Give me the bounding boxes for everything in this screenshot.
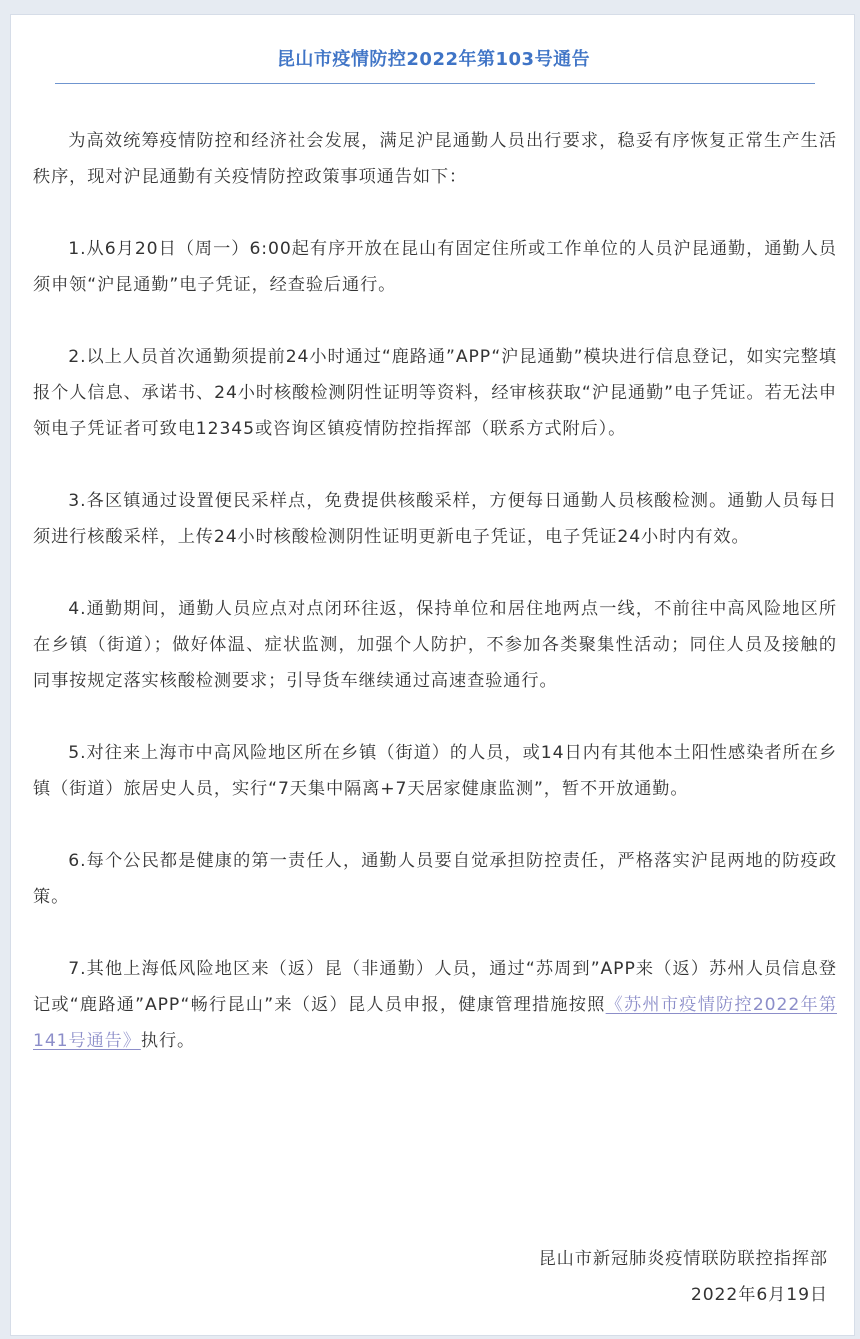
item-paragraph-4: 4.通勤期间，通勤人员应点对点闭环往返，保持单位和居住地两点一线，不前往中高风险地区所在乡镇（街道）；做好体温、症状监测，加强个人防护，不参加各类聚集性活动；同住人员及接触的同事按规定落实核酸检测要求；引导货车继续通过高速查验通行。 (33, 599, 837, 691)
title-divider (55, 83, 815, 84)
item-paragraph-5: 5.对往来上海市中高风险地区所在乡镇（街道）的人员，或14日内有其他本土阳性感染者所在乡镇（街道）旅居史人员，实行“7天集中隔离+7天居家健康监测”，暂不开放通勤。 (33, 743, 837, 799)
item-paragraph-7 (33, 951, 837, 1059)
item-7-text-before: 7.其他上海低风险地区来（返）昆（非通勤）人员，通过“苏周到”APP来（返）苏州人员信息登记或“鹿路通”APP“畅行昆山”来（返）昆人员申报，健康管理措施按照 (33, 959, 837, 1015)
item-paragraph-2: 2.以上人员首次通勤须提前24小时通过“鹿路通”APP“沪昆通勤”模块进行信息登记，如实完整填报个人信息、承诺书、24小时核酸检测阴性证明等资料，经审核获取“沪昆通勤”电子凭证。若无法申领电子凭证者可致电12345或咨询区镇疫情防控指挥部（联系方式附后）。 (33, 347, 837, 439)
item-paragraph-6: 6.每个公民都是健康的第一责任人，通勤人员要自觉承担防控责任，严格落实沪昆两地的防疫政策。 (33, 851, 837, 907)
signature-date: 2022年6月19日 (690, 1285, 828, 1305)
suzhou-notice-141-link[interactable]: 《苏州市疫情防控2022年第141号通告》 (33, 995, 837, 1051)
item-7-text-after: 执行。 (140, 1031, 196, 1051)
item-paragraph-1: 1.从6月20日（周一）6:00起有序开放在昆山有固定住所或工作单位的人员沪昆通勤，通勤人员须申领“沪昆通勤”电子凭证，经查验后通行。 (33, 239, 837, 295)
signature-org: 昆山市新冠肺炎疫情联防联控指挥部 (538, 1249, 828, 1269)
item-paragraph-3: 3.各区镇通过设置便民采样点，免费提供核酸采样，方便每日通勤人员核酸检测。通勤人员每日须进行核酸采样，上传24小时核酸检测阴性证明更新电子凭证，电子凭证24小时内有效。 (33, 491, 837, 547)
notice-body (33, 123, 837, 1059)
notice-title: 昆山市疫情防控2022年第103号通告 (276, 49, 591, 70)
intro-paragraph: 为高效统筹疫情防控和经济社会发展，满足沪昆通勤人员出行要求，稳妥有序恢复正常生产生活秩序，现对沪昆通勤有关疫情防控政策事项通告如下： (33, 131, 837, 187)
signature-block (539, 1241, 828, 1313)
notice-page (10, 14, 855, 1336)
